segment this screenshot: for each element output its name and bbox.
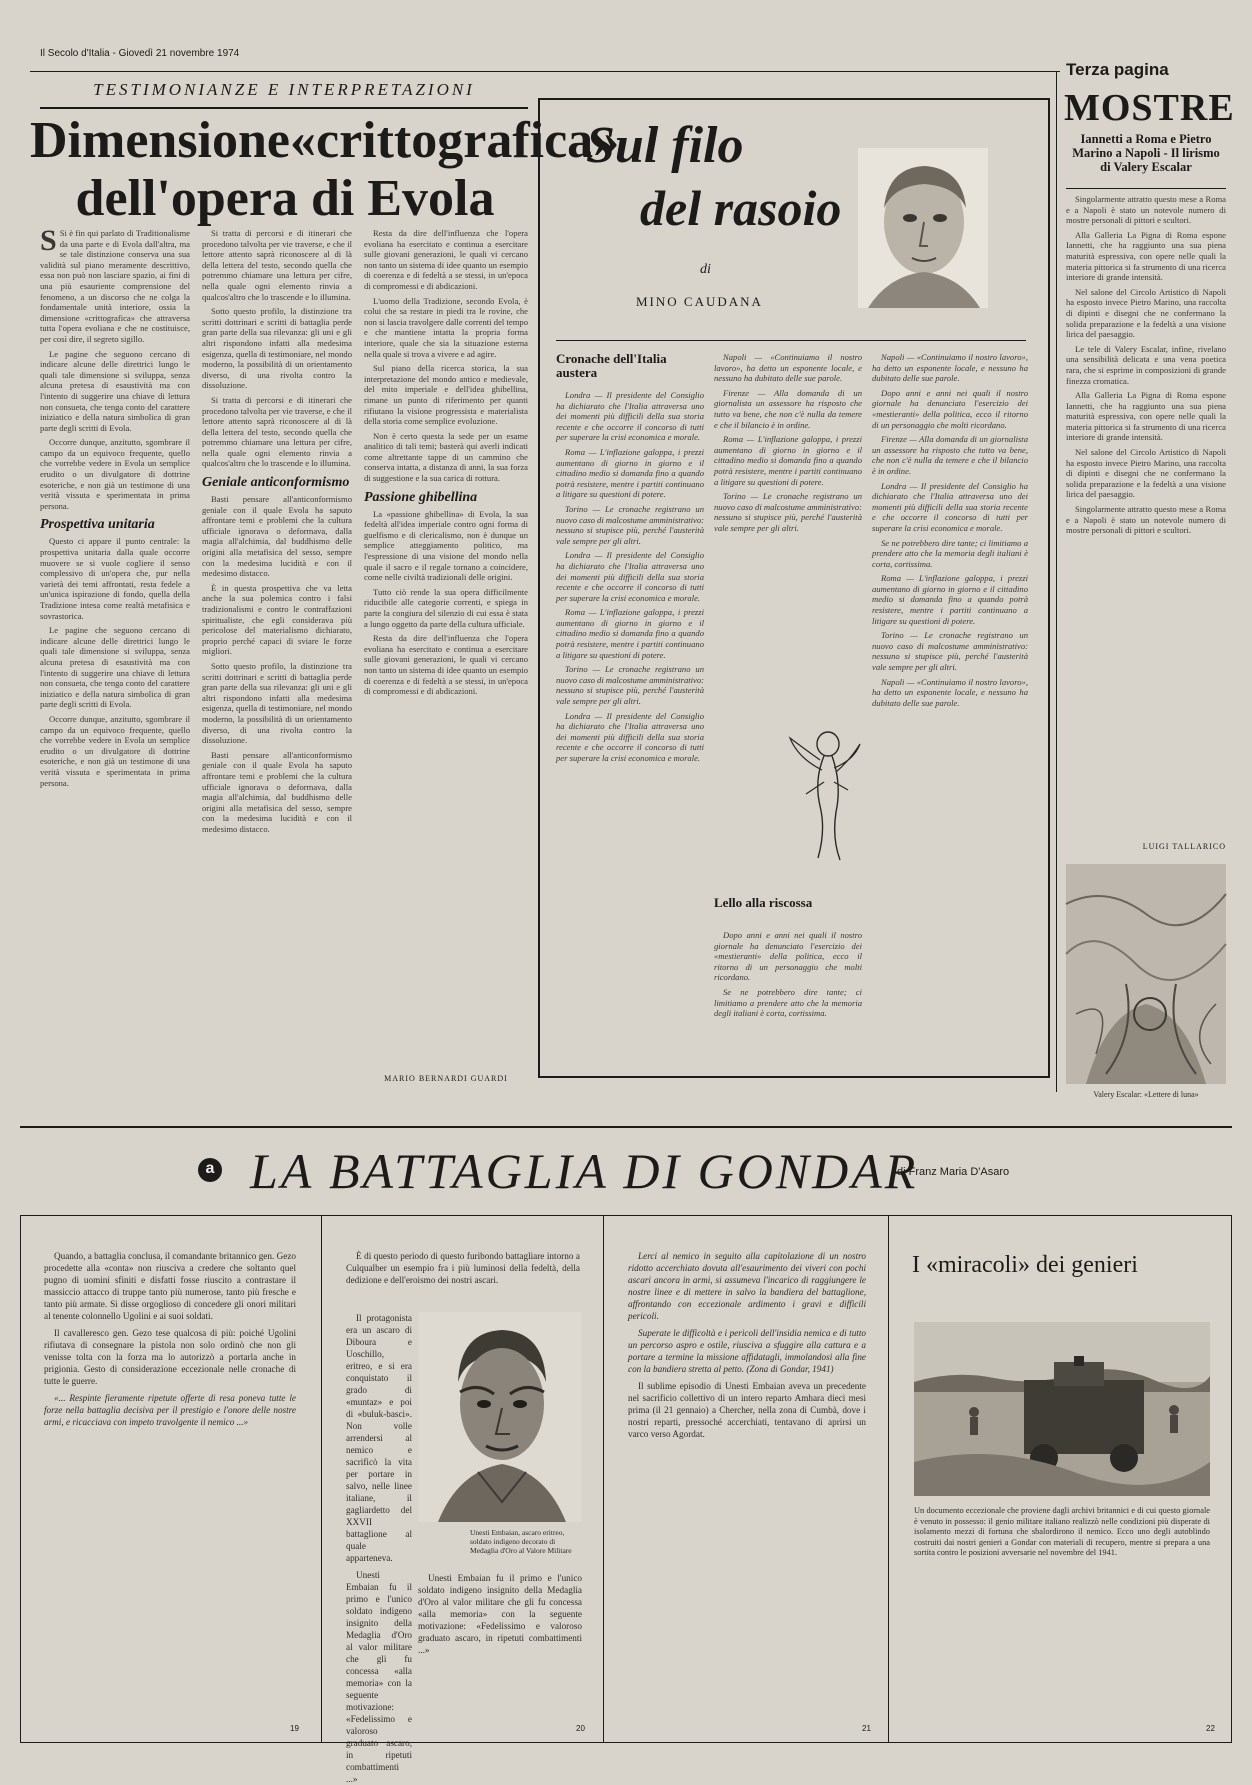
gondar-frame-top: [20, 1215, 1232, 1216]
evola-c1-p3: Questo ci appare il punto centrale: la prospettiva unitaria dalla quale occorre muovere se si vuole cogliere il senso complessivo di un'opera che, pur nella varietà dei temi affrontati, resta fedele a un'unica ispirazione di fondo, quella della Tradizione intesa come realtà metafisica e sovrastorica.: [40, 536, 190, 621]
gondar-c2-p3b: Unesti Embaian fu il primo e l'unico soldato indigeno insignito della Medaglia d'Oro al valor militare che gli fu concessa «alla memoria» con la seguente motivazione: «Fedelissimo e valoroso graduato ascaro, in ripetuti combattimenti ...»: [418, 1573, 582, 1655]
rasoio-title-line1: Sul filo: [586, 117, 744, 174]
page-number-4: 22: [1206, 1724, 1215, 1733]
rasoio-col-1: [556, 390, 704, 1055]
rasoio-c3-p1: Napoli — «Continuiamo il nostro lavoro», ha detto un esponente locale, e nessuno ha dubitato delle sue parole.: [714, 352, 862, 384]
gondar-col-2-bottom: [418, 1572, 582, 1712]
mostre-subtitle: Iannetti a Roma e Pietro Marino a Napoli - Il lirismo di Valery Escalar: [1072, 132, 1220, 174]
gondar-col-2-top: [346, 1250, 580, 1310]
evola-c3-p2: L'uomo della Tradizione, secondo Evola, è colui che sa restare in piedi tra le rovine, che non si lascia travolgere dalle correnti del tempo e che mantiene intatta la propria forma interiore, quale che sia la situazione esterna nella quale si trova a vivere e ad agire.: [364, 295, 528, 359]
mostre-divider: [1056, 72, 1057, 1092]
gondar-c1-p1: Quando, a battaglia conclusa, il comandante britannico gen. Gezo procedette alla «conta» non riusciva a credere che soltanto quel pugno di uomini sfiniti e disfatti fosse riuscito a contrastare il massiccio attacco di truppe tanto più numerose, tanto più fresche e tanto più armate. Si disse orgoglioso di concedere gli onori militari al tenente colonnello Ugolini e ai suoi soldati.: [44, 1251, 296, 1321]
rasoio-c1-p3: Torino — Le cronache registrano un nuovo caso di malcostume amministrativo: nessuno si stupisce più, perché l'austerità vale sempre per gli altri.: [556, 503, 704, 546]
mostre-title: MOSTRE: [1064, 87, 1235, 129]
mostre-p3: Nel salone del Circolo Artistico di Napoli ha esposto invece Pietro Marino, una raccolta di dipinti e disegni che ne confermano la solida preparazione e la fedeltà a una visione lirica del paesaggio.: [1066, 286, 1226, 340]
evola-subhead-prospettiva: Prospettiva unitaria: [40, 517, 155, 533]
evola-kicker: TESTIMONIANZE E INTERPRETAZIONI: [93, 80, 475, 99]
gondar-title: LA BATTAGLIA DI GONDAR: [250, 1143, 919, 1199]
miracoli-photo: [914, 1322, 1210, 1496]
page-number-3: 21: [862, 1724, 871, 1733]
rasoio-c2-p1: Dopo anni e anni nei quali il nostro giornale ha denunciato l'esercizio dei «mestieranti» della politica, ecco il ritorno di un personaggio che molti ricordano.: [714, 930, 862, 983]
gondar-c1-p2: Il cavalleresco gen. Gezo tese qualcosa di più: poiché Ugolini rifiutava di consegnare la pistola non solo ordinò che non gli venisse tolta con la forza ma lo autorizzò a portarla anche in prigionia. Gesto di considerazione eccezionale nelle cronache di tutte le guerre.: [44, 1328, 296, 1386]
gondar-marker: a: [198, 1158, 222, 1182]
rasoio-col-2b: [714, 930, 862, 1060]
gondar-divider-3: [888, 1215, 889, 1742]
rasoio-c3-p2b: Firenze — Alla domanda di un giornalista un assessore ha risposto che tutto va bene, che non c'è nulla da temere e che il bilancio è in ordine.: [872, 434, 1028, 476]
rasoio-c1-p3b: Torino — Le cronache registrano un nuovo caso di malcostume amministrativo: nessuno si stupisce più, perché l'austerità vale sempre per gli altri.: [556, 664, 704, 707]
rasoio-col-2a: [714, 352, 862, 712]
gondar-divider-1: [321, 1215, 322, 1742]
rasoio-c1-p3d: Torino — Le cronache registrano un nuovo caso di malcostume amministrativo: nessuno si stupisce più, perché l'austerità vale sempre per gli altri.: [872, 630, 1028, 673]
author-portrait: [858, 148, 988, 308]
rasoio-c2-p1b: Dopo anni e anni nei quali il nostro giornale ha denunciato l'esercizio dei «mestieranti» della politica, ecco il ritorno di un personaggio che molti ricordano.: [872, 387, 1028, 430]
section-label: Terza pagina: [1066, 60, 1169, 79]
gondar-byline: di Franz Maria D'Asaro: [897, 1166, 1010, 1178]
rasoio-c1-p2d: Roma — L'inflazione galoppa, i prezzi aumentano di giorno in giorno e il cittadino medio si domanda fino a quando potrà resistere, mentre i partiti continuano a litigare su questioni di potere.: [872, 573, 1028, 626]
rasoio-c1-p2c: Roma — L'inflazione galoppa, i prezzi aumentano di giorno in giorno e il cittadino medio si domanda fino a quando potrà resistere, mentre i partiti continuano a litigare su questioni di potere.: [714, 434, 862, 487]
evola-c2-p2: Sotto questo profilo, la distinzione tra scritti dottrinari e scritti di battaglia perde gran parte della sua rilevanza: gli uni e gli altri rispondono infatti alla medesima esigenza, quella di testimoniare, nel mondo moderno, la possibilità di un orientamento diverso, di una rivolta contro la dissoluzione.: [202, 306, 352, 391]
miracoli-caption: Un documento eccezionale che proviene dagli archivi britannici e di cui questo giornale è venuto in possesso: il genio militare italiano realizzò nelle condizioni più disperate di isolamento mezzi di fortuna che sbalordirono il nemico. Ecco uno degli autoblindo costruiti dai nostri genieri a Gondar con materiali di recupero, mentre si prepara a una sortita contro le posizioni avversarie nel novembre del 1941.: [914, 1506, 1210, 1557]
rasoio-c1-p1d: Londra — Il presidente del Consiglio ha dichiarato che l'Italia attraversa uno dei momenti più difficili della sua storia recente e che occorre il concorso di tutti per superare la crisi economica e morale.: [872, 480, 1028, 533]
rasoio-c1-p1b: Londra — Il presidente del Consiglio ha dichiarato che l'Italia attraversa uno dei momenti più difficili della sua storia recente e che occorre il concorso di tutti per superare la crisi economica e morale.: [556, 550, 704, 603]
gondar-c2-p3: Unesti Embaian fu il primo e l'unico soldato indigeno insignito della Medaglia d'Oro al valor militare che gli fu concessa «alla memoria» con la seguente motivazione: «Fedelissimo e valoroso graduato ascaro, in ripetuti combattimenti ...»: [346, 1570, 412, 1784]
header-rule: [30, 71, 1060, 72]
evola-col-2: [202, 228, 352, 1088]
drop-cap: S: [40, 224, 57, 257]
page-number-1: 19: [290, 1724, 299, 1733]
rasoio-c1-p2b: Roma — L'inflazione galoppa, i prezzi aumentano di giorno in giorno e il cittadino medio si domanda fino a quando potrà resistere, mentre i partiti continuano a litigare su questioni di potere.: [556, 607, 704, 660]
evola-subhead-passione: Passione ghibellina: [364, 489, 478, 505]
gondar-c3-p1: Lerci al nemico in seguito alla capitolazione di un nostro ridotto accerchiato dovuta all'esaurimento dei viveri con pochi ascari ancora in armi, si assumeva l'incarico di raggiungere le nostre linee e di mettere in salvo la bandiera del battaglione, affrontando con eccezionale ardimento i gravi e difficili pericoli.: [628, 1251, 866, 1321]
page-number-2: 20: [576, 1724, 585, 1733]
mostre-p4: Le tele di Valery Escalar, infine, rivelano una sensibilità delicata e una vena poetica rara, che si esprime in composizioni di grande finezza cromatica.: [1066, 343, 1226, 386]
evola-c1-p4b: Occorre dunque, anzitutto, sgombrare il campo da un equivoco frequente, quello che vorrebbe vedere in Evola un semplice erudito o un divulgatore di dottrine esoteriche, e non già un testimone di una verità vissuta e sperimentata in prima persona.: [40, 713, 190, 788]
mostre-p2: Alla Galleria La Pigna di Roma espone Iannetti, che ha raggiunto una sua piena maturità espressiva, con opere nelle quali la materia pittorica si fa strumento di una ricerca interiore di grande intensità.: [1066, 229, 1226, 283]
gondar-divider-2: [603, 1215, 604, 1742]
mostre-p1: Singolarmente attratto questo mese a Roma e a Napoli è stato un notevole numero di mostre personali di pittori e scultori.: [1066, 194, 1226, 226]
gondar-c3-p2: Superate le difficoltà e i pericoli dell'insidia nemica e di tutto un percorso aspro e ostile, riusciva a sfuggire alla cattura e a portare a termine la missione affidatagli, immolandosi alla fine con la bandiera stretta al petto. (Zona di Gondar, 1941): [628, 1328, 866, 1374]
rasoio-c1-p3c: Torino — Le cronache registrano un nuovo caso di malcostume amministrativo: nessuno si stupisce più, perché l'austerità vale sempre per gli altri.: [714, 491, 862, 533]
gondar-frame-right: [1231, 1215, 1232, 1742]
embaian-caption: Unesti Embaian, ascaro eritreo, soldato indigeno decorato di Medaglia d'Oro al Valore Militare: [470, 1528, 572, 1555]
evola-title-line2: dell'opera di Evola: [75, 170, 495, 227]
evola-title-line1: Dimensione«crittografica»: [30, 112, 620, 169]
gondar-col-3: [628, 1250, 866, 1710]
gondar-c1-p3: «... Respinte fieramente ripetute offerte di resa poneva tutte le forze nella battaglia decisiva per il prestigio e l'onore delle nostre armi, e ricacciava con impeto travolgente il nemico ...»: [44, 1393, 296, 1427]
rasoio-rule: [556, 340, 1026, 341]
mostre-author: LUIGI TALLARICO: [1142, 842, 1226, 851]
evola-col-3: [364, 228, 528, 1073]
rasoio-c1-p1c: Londra — Il presidente del Consiglio ha dichiarato che l'Italia attraversa uno dei momenti più difficili della sua storia recente e che occorre il concorso di tutti per superare la crisi economica e morale.: [556, 710, 704, 763]
rasoio-head-lello: Lello alla riscossa: [714, 895, 813, 910]
embaian-portrait: [418, 1312, 582, 1522]
mostre-p1b: Singolarmente attratto questo mese a Roma e a Napoli è stato un notevole numero di mostre personali di pittori e scultori.: [1066, 504, 1226, 536]
evola-c3-p6: Tutto ciò rende la sua opera difficilmente riducibile alle categorie correnti, e spiega in parte la congiura del silenzio di cui essa è stata a lungo oggetto da parte della cultura ufficiale.: [364, 586, 528, 629]
gondar-frame-bottom: [20, 1742, 1232, 1743]
evola-c1-p1: Si è fin qui parlato di Traditionalisme da una parte e di Evola dall'altra, ma se tale distinzione conserva una sua validità sul piano meramente descrittivo, essa non può non lasciare spazio, ai fini di una più esauriente comprensione del fenomeno, a un discorso che ne colga la fondamentale unità interiore, ossia la dimensione «crittografica» che attraversa tutta l'opera evoliana e che ne costituisce, per così dire, il segreto sigillo.: [40, 228, 190, 344]
kicker-rule: [40, 107, 528, 109]
folio: Il Secolo d'Italia - Giovedì 21 novembre 1974: [40, 48, 240, 59]
escalar-caption: Valery Escalar: «Lettere di luna»: [1093, 1090, 1199, 1099]
rasoio-c1-p2: Roma — L'inflazione galoppa, i prezzi aumentano di giorno in giorno e il cittadino medio si domanda fino a quando potrà resistere, mentre i partiti continuano a litigare su questioni di potere.: [556, 446, 704, 500]
escalar-painting: [1066, 864, 1226, 1084]
evola-c2-p2b: Sotto questo profilo, la distinzione tra scritti dottrinari e scritti di battaglia perde gran parte della sua rilevanza: gli uni e gli altri rispondono infatti alla medesima esigenza, quella di testimoniare, nel mondo moderno, la possibilità di un orientamento diverso, di una rivolta contro la dissoluzione.: [202, 660, 352, 746]
mostre-p2b: Alla Galleria La Pigna di Roma espone Iannetti, che ha raggiunto una sua piena maturità espressiva, con opere nelle quali la materia pittorica si fa strumento di una ricerca interiore di grande intensità.: [1066, 390, 1226, 443]
evola-c2-p1b: Si tratta di percorsi e di itinerari che procedono talvolta per vie traverse, e che il lettore attento saprà riconoscere al di là della lettera del testo, secondo quella che potremmo chiamare una lettura per cifre, nella quale ogni elemento rinvia a qualcos'altro che lo trascende e lo illumina.: [202, 394, 352, 469]
mostre-body: [1066, 194, 1226, 794]
cherub-illustration: [784, 720, 864, 870]
rasoio-c3-p1c: Napoli — «Continuiamo il nostro lavoro», ha detto un esponente locale, e nessuno ha dubitato delle sue parole.: [872, 676, 1028, 708]
gondar-frame-left: [20, 1215, 21, 1742]
evola-c3-p5: La «passione ghibellina» di Evola, la sua fedeltà all'idea imperiale contro ogni forma di guelfismo e di clericalismo, non è dunque un semplice atteggiamento politico, ma l'espressione di una visione del mondo nella quale il sacro e il regale tornano a coincidere, come nelle civiltà tradizionali delle origini.: [364, 508, 528, 583]
rasoio-c3-p1b: Napoli — «Continuiamo il nostro lavoro», ha detto un esponente locale, e nessuno ha dubitato delle sue parole.: [872, 352, 1028, 384]
gondar-col-2-narrow: [346, 1312, 412, 1784]
evola-c1-p4: Occorre dunque, anzitutto, sgombrare il campo da un equivoco frequente, quello che vorrebbe vedere in Evola un semplice erudito o un divulgatore di dottrine esoteriche, e non già un testimone di una verità vissuta e sperimentata in prima persona.: [40, 437, 190, 511]
evola-author: MARIO BERNARDI GUARDI: [384, 1074, 508, 1083]
evola-c3-p4: Non è certo questa la sede per un esame analitico di tali temi; basterà qui averli indicati come altrettante tappe di un cammino che conserva intatta, a distanza di anni, la sua forza di suggestione e la sua carica di rottura.: [364, 430, 528, 484]
rasoio-c2-p2b: Se ne potrebbero dire tante; ci limitiamo a prendere atto che la memoria degli italiani è corta, cortissima.: [872, 537, 1028, 569]
gondar-col-1: [44, 1250, 296, 1710]
rasoio-c1-p1: Londra — Il presidente del Consiglio ha dichiarato che l'Italia attraversa uno dei momenti più difficili della sua storia recente e che occorre il concorso di tutti per superare la crisi economica e morale.: [556, 390, 704, 443]
evola-subhead-geniale: Geniale anticonformismo: [202, 475, 350, 491]
evola-c2-p3b: Basti pensare all'anticonformismo geniale con il quale Evola ha saputo affrontare temi e problemi che la cultura ufficiale ignorava o deformava, dalla magia all'alchimia, dal buddhismo delle origini alla metafisica del sesso, sempre con la medesima lucidità e con il medesimo distacco.: [202, 749, 352, 834]
evola-c3-p1b: Resta da dire dell'influenza che l'opera evoliana ha esercitato e continua a esercitare sulle giovani generazioni, le quali vi cercano non tanto un sistema di idee quanto un esempio di coerenza e di fedeltà a se stessi, in un'epoca di compromessi e di abdicazioni.: [364, 633, 528, 697]
mostre-rule: [1066, 188, 1226, 189]
evola-c2-p4: È in questa prospettiva che va letta anche la sua polemica contro i falsi tradizionalismi e contro le contraffazioni spiritualiste, che egli considerava più pericolose del materialismo dichiarato, proprio perché capaci di sviare le forze migliori.: [202, 582, 352, 657]
evola-c3-p3: Sul piano della ricerca storica, la sua interpretazione del mondo antico e medievale, del mito imperiale e dell'idea ghibellina, rimane un punto di riferimento per quanti rifiutano la visione progressista e materialista della storia come semplice evoluzione.: [364, 363, 528, 427]
evola-c1-p2b: Le pagine che seguono cercano di indicare alcune delle direttrici lungo le quali tale dimensione si sviluppa, senza alcuna pretesa di esaustività ma con l'intento di suggerire una chiave di lettura non consueta, che tenga conto del carattere iniziatico e della natura simbolica di gran parte degli scritti di Evola.: [40, 625, 190, 710]
gondar-c2-p2: Il protagonista era un ascaro di Diboura e Uoschillo, eritreo, e si era conquistato il grado di «muntaz» e poi di «buluk-basci». Non volle arrendersi al nemico e sacrificò la vita per portare in salvo, nelle linee italiane, il gagliardetto del XXVII battaglione al quale apparteneva.: [346, 1313, 412, 1563]
evola-title: [30, 112, 620, 228]
rasoio-title-line2: del rasoio: [640, 180, 842, 236]
rasoio-head-cronache: Cronache dell'Italia austera: [556, 351, 667, 380]
evola-c2-p1: Si tratta di percorsi e di itinerari che procedono talvolta per vie traverse, e che il lettore attento saprà riconoscere al di là della lettera del testo, secondo quella che potremmo chiamare una lettura per cifre, nella quale ogni elemento rinvia a qualcos'altro che lo trascende e lo illumina.: [202, 228, 352, 302]
evola-c2-p3: Basti pensare all'anticonformismo geniale con il quale Evola ha saputo affrontare temi e problemi che la cultura ufficiale ignorava o deformava, dalla magia all'alchimia, dal buddhismo delle origini alla metafisica del sesso, sempre con la medesima lucidità e con il medesimo distacco.: [202, 494, 352, 579]
gondar-c3-p3: Il sublime episodio di Unesti Embaian aveva un precedente nel sacrificio collettivo di un intero reparto Amhara diecì mesi prima (il 21 gennaio) a Chercher, nella zona di Cumbà, dove i nostri reparti, pressoché accerchiati, tentavano di aprirsi un varco verso Agordat.: [628, 1381, 866, 1439]
rasoio-c2-p2: Se ne potrebbero dire tante; ci limitiamo a prendere atto che la memoria degli italiani è corta, cortissima.: [714, 986, 862, 1019]
rasoio-author: MINO CAUDANA: [636, 294, 763, 309]
evola-c3-p1: Resta da dire dell'influenza che l'opera evoliana ha esercitato e continua a esercitare sulle giovani generazioni, le quali vi cercano non tanto un sistema di idee quanto un esempio di coerenza e di fedeltà a se stessi, in un'epoca di compromessi e di abdicazioni.: [364, 228, 528, 291]
miracoli-title: I «miracoli» dei genieri: [912, 1252, 1138, 1278]
rasoio-col-3: [872, 352, 1028, 1057]
mostre-p3b: Nel salone del Circolo Artistico di Napoli ha esposto invece Pietro Marino, una raccolta di dipinti e disegni che ne confermano la solida preparazione e la fedeltà a una visione lirica del paesaggio.: [1066, 447, 1226, 500]
gondar-c2-p1: È di questo periodo di questo furibondo battagliare intorno a Culqualber un esempio fra i più luminosi della fedeltà, della dedizione e dell'eroismo dei nostri ascari.: [346, 1251, 580, 1285]
rasoio-di: di: [700, 262, 711, 277]
gondar-top-rule: [20, 1126, 1232, 1128]
rasoio-c3-p2: Firenze — Alla domanda di un giornalista un assessore ha risposto che tutto va bene, che non c'è nulla da temere e che il bilancio è in ordine.: [714, 387, 862, 430]
evola-c1-p2: Le pagine che seguono cercano di indicare alcune delle direttrici lungo le quali tale dimensione si sviluppa, senza alcuna pretesa di esaustività ma con l'intento di suggerire una chiave di lettura non consueta, che tenga conto del carattere iniziatico e della natura simbolica di gran parte degli scritti di Evola.: [40, 348, 190, 433]
evola-col-1: [40, 224, 190, 1088]
